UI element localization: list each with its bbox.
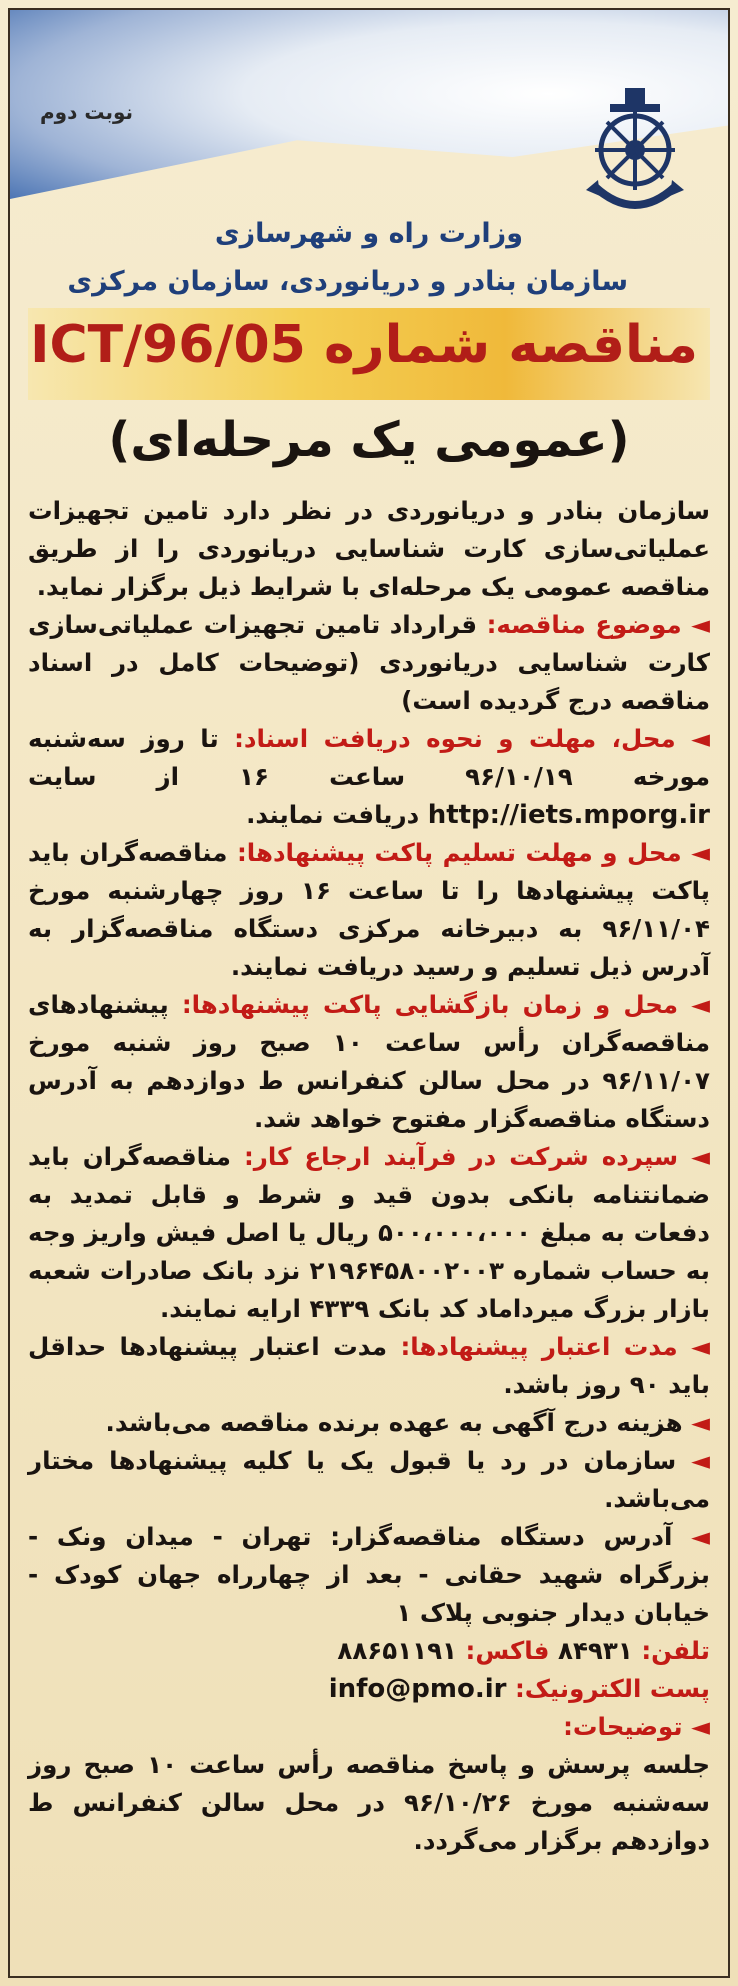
tender-subtitle: (عمومی یک مرحله‌ای) — [108, 412, 630, 468]
publication-round-badge: نوبت دوم — [40, 100, 134, 124]
bullet-triangle-icon: ◄ — [675, 724, 710, 753]
contact-email: پست الکترونیک: info@pmo.ir — [328, 1674, 710, 1704]
bullet-triangle-icon: ◄ — [676, 1446, 711, 1475]
contact-phone-fax: تلفن: ۸۴۹۳۱ فاکس: ۸۸۶۵۱۱۹۱ — [337, 1636, 710, 1665]
email-link[interactable]: info@pmo.ir — [328, 1674, 507, 1704]
tender-title: مناقصه شماره ICT/96/05 — [30, 315, 698, 375]
tender-body — [28, 492, 710, 1860]
notes-text: جلسه پرسش و پاسخ مناقصه رأس ساعت ۱۰ صبح روز سه‌شنبه مورخ ۹۶/۱۰/۲۶ در محل سالن کنفرانس ط دوازدهم برگزار می‌گردد. — [28, 1750, 710, 1855]
bullet-triangle-icon: ◄ — [672, 1522, 710, 1551]
phone-number: ۸۴۹۳۱ — [558, 1636, 633, 1665]
bullet-triangle-icon: ◄ — [681, 610, 710, 639]
organization-name: سازمان بنادر و دریانوردی، سازمان مرکزی — [67, 266, 628, 297]
list-item-validity: ◄ مدت اعتبار پیشنهادها: مدت اعتبار پیشنهادها حداقل باید ۹۰ روز باشد. — [28, 1332, 710, 1399]
list-item-submission: ◄ محل و مهلت تسلیم پاکت پیشنهادها: مناقصه‌گران باید پاکت پیشنهادها را تا ساعت ۱۶ روز چهارشنبه مورخ ۹۶/۱۱/۰۴ به دبیرخانه مرکزی دستگاه مناقصه‌گزار به آدرس ذیل تسلیم و رسید دریافت نمایند. — [28, 838, 710, 981]
bullet-triangle-icon: ◄ — [682, 1712, 710, 1741]
list-item-rejection-right: ◄ سازمان در رد یا قبول یک یا کلیه پیشنهادها مختار می‌باشد. — [28, 1446, 711, 1513]
notes-heading: ◄ توضیحات: — [563, 1712, 710, 1741]
list-item-opening: ◄ محل و زمان بازگشایی پاکت پیشنهادها: پیشنهادهای مناقصه‌گران رأس ساعت ۱۰ صبح روز شنبه مورخ ۹۶/۱۱/۰۷ در محل سالن کنفرانس ط دوازدهم به آدرس دستگاه مناقصه‌گزار مفتوح خواهد شد. — [28, 990, 711, 1133]
anchor-wheel-logo-icon — [580, 80, 690, 230]
ministry-name: وزارت راه و شهرسازی — [214, 218, 523, 249]
list-item-documents: ◄ محل، مهلت و نحوه دریافت اسناد: تا روز سه‌شنبه مورخه ۹۶/۱۰/۱۹ ساعت ۱۶ از سایت http://iets.mporg.ir دریافت نمایند. — [28, 724, 710, 830]
bullet-triangle-icon: ◄ — [681, 838, 710, 867]
intro-paragraph: سازمان بنادر و دریانوردی در نظر دارد تامین تجهیزات عملیاتی‌سازی کارت شناسایی دریانوردی را از طریق مناقصه عمومی یک مرحله‌ای با شرایط ذیل برگزار نماید. — [28, 496, 710, 601]
list-item-subject: ◄ موضوع مناقصه: قرارداد تامین تجهیزات عملیاتی‌سازی کارت شناسایی دریانوردی (توضیحات کامل در اسناد مناقصه درج گردیده است) — [28, 610, 710, 715]
list-item-deposit: ◄ سپرده شرکت در فرآیند ارجاع کار: مناقصه‌گران باید ضمانتنامه بانکی بدون قید و شرط و قابل تمدید به دفعات به مبلغ ۵۰۰،۰۰۰،۰۰۰ ریال یا اصل فیش واریز وجه به حساب شماره ۲۱۹۶۴۵۸۰۰۲۰۰۳ نزد بانک صادرات شعبه بازار بزرگ میرداماد کد بانک ۴۳۳۹ ارایه نمایند. — [28, 1142, 710, 1323]
bullet-triangle-icon: ◄ — [678, 990, 711, 1019]
fax-number: ۸۸۶۵۱۱۹۱ — [337, 1636, 458, 1665]
bullet-triangle-icon: ◄ — [682, 1408, 710, 1437]
bullet-triangle-icon: ◄ — [677, 1332, 710, 1361]
bullet-triangle-icon: ◄ — [678, 1142, 710, 1171]
list-item-address: ◄ آدرس دستگاه مناقصه‌گزار: تهران - میدان ونک - بزرگراه شهید حقانی - بعد از چهارراه جهان کودک - خیابان دیدار جنوبی پلاک ۱ — [28, 1522, 710, 1627]
list-item-ad-cost: ◄ هزینه درج آگهی به عهده برنده مناقصه می‌باشد. — [105, 1408, 710, 1437]
documents-website-link[interactable]: http://iets.mporg.ir — [427, 800, 710, 830]
